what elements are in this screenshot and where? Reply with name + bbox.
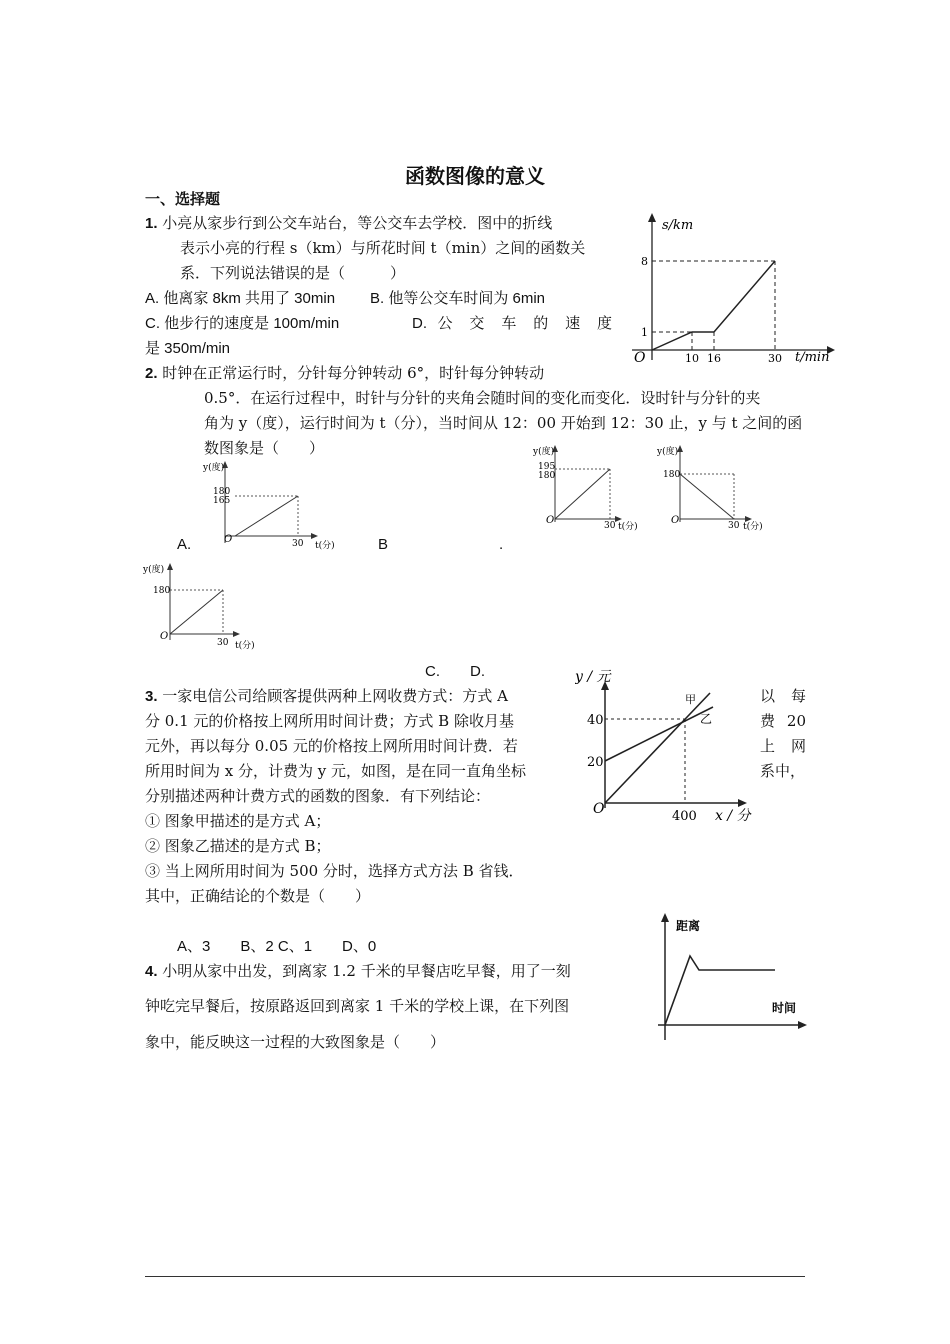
q2c-y-label: y(度)	[657, 447, 679, 457]
q3-text-2: 分 0.1 元的价格按上网所用时间计费；方式 B 除收月基	[145, 712, 514, 730]
q1-ytick-1: 1	[641, 326, 648, 339]
q1-y-label: s/km	[662, 218, 694, 233]
q3-text-4: 所用时间为 x 分，计费为 y 元，如图，是在同一直角坐标	[145, 762, 527, 780]
q2a-x-arrow	[311, 533, 318, 539]
q4-y-label: 距离	[676, 919, 701, 933]
q1-option-a: A. 他离家 8km 共用了 30min	[145, 290, 336, 307]
q3-options: A、3 B、2 C、1 D、0	[177, 938, 377, 955]
q2d-origin: O	[160, 631, 169, 642]
q2d-x-arrow	[233, 631, 240, 637]
q1-line1	[145, 211, 552, 236]
q2b-xtick-30: 30	[604, 521, 616, 531]
q2a-origin: O	[224, 534, 233, 545]
q2c-line	[680, 474, 734, 519]
q4-x-label: 时间	[772, 1001, 797, 1015]
q4-y-arrow	[661, 913, 669, 922]
q3-text-3r: 上 网	[760, 737, 806, 755]
q1-text-3: 系．下列说法错误的是（ ）	[180, 264, 406, 282]
q2b-origin: O	[546, 515, 555, 526]
q3-ytick-20: 20	[587, 755, 604, 770]
q4-number: 4.	[145, 963, 158, 980]
q2d-ytick-180: 180	[153, 586, 171, 596]
q1-ytick-8: 8	[641, 255, 648, 268]
q4-text-2: 钟吃完早餐后，按原路返回到离家 1 千米的学校上课，在下列图	[145, 997, 570, 1015]
q2-number: 2.	[145, 365, 158, 382]
q1-xtick-16: 16	[707, 352, 721, 365]
q2d-xtick-30: 30	[217, 638, 229, 648]
q2a-ytick-165: 165	[213, 496, 231, 506]
q4-line1	[145, 959, 571, 984]
q3-ytick-40: 40	[587, 713, 604, 728]
q2c-xtick-30: 30	[728, 521, 740, 531]
q3-text-3: 元外，再以每分 0.05 元的价格按上网所用时间计费．若	[145, 737, 518, 755]
q3-line-jia	[605, 693, 713, 803]
q2b-ytick-195: 195	[538, 462, 556, 472]
q1-y-arrow	[648, 213, 656, 222]
q2d-y-arrow	[167, 563, 173, 570]
q3-origin: O	[593, 801, 605, 817]
q3-x-arrow	[738, 799, 747, 807]
q2a-line	[235, 496, 298, 536]
q2-graph-b	[525, 442, 650, 537]
q3-graph	[575, 663, 760, 833]
q2a-x-label: t(分)	[315, 541, 335, 551]
q2c-x-label: t(分)	[743, 522, 763, 532]
q2d-line	[170, 590, 223, 634]
q3-line1	[145, 684, 508, 709]
q3-conclusion-2: ② 图象乙描述的是方式 B；	[145, 837, 331, 855]
q3-xtick-400: 400	[672, 809, 697, 824]
q2d-x-label: t(分)	[235, 641, 255, 651]
q1-number: 1.	[145, 215, 158, 232]
q3-text-6: 其中，正确结论的个数是（ ）	[145, 887, 371, 905]
footer-rule	[145, 1276, 805, 1277]
page-title: 函数图像的意义	[405, 164, 545, 188]
q2-line1	[145, 361, 544, 386]
q2-graph-c	[655, 442, 775, 537]
q1-option-c: C. 他步行的速度是 100m/min	[145, 315, 340, 332]
q3-conclusion-3: ③ 当上网所用时间为 500 分时，选择方式方法 B 省钱．	[145, 862, 524, 880]
q4-graph	[650, 908, 810, 1048]
section-heading: 一、选择题	[145, 190, 221, 208]
q3-text-1: 一家电信公司给顾客提供两种上网收费方式：方式 A	[162, 687, 508, 705]
q2-text-1: 时钟在正常运行时，分针每分钟转动 6°，时针每分钟转动	[162, 364, 545, 382]
q1-text-1: 小亮从家步行到公交车站台，等公交车去学校．图中的折线	[162, 214, 553, 232]
q2a-xtick-30: 30	[292, 539, 304, 549]
q1-xtick-30: 30	[768, 352, 782, 365]
q2-text-2: 0.5°．在运行过程中，时针与分针的夹角会随时间的变化而变化．设时针与分针的夹	[204, 389, 761, 407]
q3-label-jia: 甲	[685, 693, 696, 706]
q3-text-2r: 费 20	[760, 712, 806, 730]
q3-number: 3.	[145, 688, 158, 705]
q3-text-5: 分别描述两种计费方式的函数的图象．有下列结论：	[145, 787, 491, 805]
q2-graph-a	[195, 458, 350, 553]
q3-label-yi: 乙	[700, 712, 713, 726]
q1-option-b: B. 他等公交车时间为 6min	[370, 290, 546, 307]
q3-line-yi	[605, 707, 713, 761]
q1-text-2: 表示小亮的行程 s（km）与所花时间 t（min）之间的函数关	[180, 239, 586, 257]
q4-polyline	[665, 956, 775, 1025]
q3-y-label: y / 元	[575, 669, 611, 685]
q2b-y-label: y(度)	[533, 447, 555, 457]
q4-text-3: 象中，能反映这一过程的大致图象是（ ）	[145, 1033, 446, 1051]
q4-x-arrow	[798, 1021, 807, 1029]
q2c-ytick-180: 180	[663, 470, 681, 480]
q3-conclusion-1: ① 图象甲描述的是方式 A；	[145, 812, 331, 830]
q2-label-cd: C. D.	[425, 663, 486, 680]
q1-origin: O	[634, 350, 646, 366]
q2-label-b: B	[378, 536, 389, 553]
q1-graph	[622, 210, 837, 370]
q2a-ytick-180: 180	[213, 487, 231, 497]
q1-option-d-cont: 是 350m/min	[145, 340, 231, 357]
q2b-line	[555, 469, 610, 519]
q2-label-a: A.	[177, 536, 192, 553]
q2-text-4: 数图象是（ ）	[204, 439, 325, 457]
q2-label-dot: .	[499, 536, 504, 553]
q3-text-1r: 以 每	[760, 687, 806, 705]
q1-x-label: t/min	[795, 350, 830, 365]
q1-xtick-10: 10	[685, 352, 699, 365]
q2-graph-d	[140, 560, 265, 655]
q2d-y-label: y(度)	[143, 565, 165, 575]
q2b-ytick-180: 180	[538, 471, 556, 481]
q3-text-4r: 系中，	[760, 762, 806, 780]
q3-x-label: x / 分	[715, 808, 751, 824]
q2a-y-label: y(度)	[203, 463, 225, 473]
q2c-origin: O	[671, 515, 680, 526]
q1-polyline	[652, 261, 775, 350]
q2-text-3: 角为 y（度），运行时间为 t（分），当时间从 12：00 开始到 12：30 止，y 与 t 之间的函	[204, 414, 803, 432]
q2b-x-label: t(分)	[618, 522, 638, 532]
q4-text-1: 小明从家中出发，到离家 1.2 千米的早餐店吃早餐，用了一刻	[162, 962, 571, 980]
q1-option-d: D. 公 交 车 的 速 度	[412, 315, 612, 332]
